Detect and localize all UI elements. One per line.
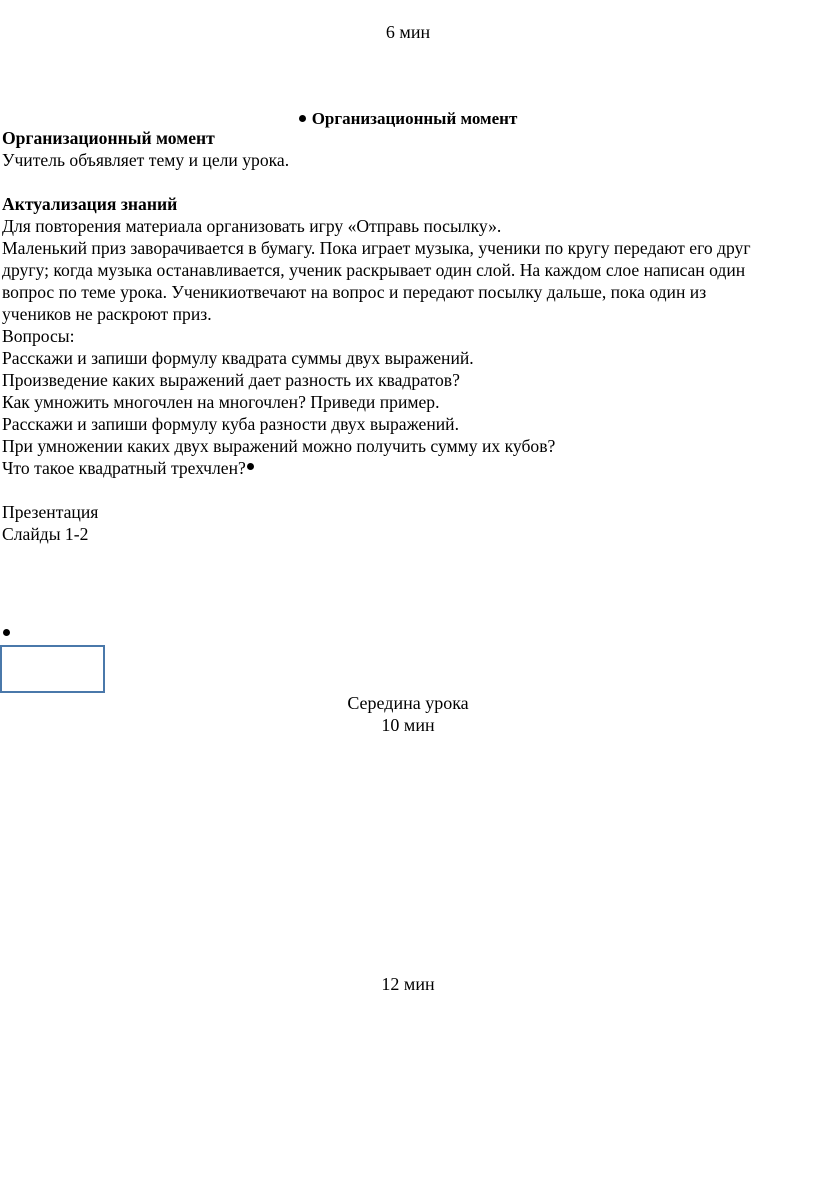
questions-label: Вопросы: — [2, 326, 75, 346]
actual-line: другу; когда музыка останавливается, ученик раскрывает один слой. На каждом слое написан один — [2, 260, 746, 280]
question-item: Расскажи и запиши формулу квадрата суммы двух выражений. — [2, 348, 474, 368]
actual-line: Для повторения материала организовать игру «Отправь посылку». — [2, 216, 502, 236]
empty-frame — [0, 645, 105, 693]
spacer — [2, 479, 814, 501]
presentation-label: Презентация — [2, 502, 99, 522]
org-title: Организационный момент — [2, 128, 215, 148]
top-time-label: 6 мин — [385, 22, 431, 42]
actual-line: учеников не раскроют приз. — [2, 304, 212, 324]
question-item-text: Что такое квадратный трехчлен? — [2, 458, 246, 478]
bullet-icon — [247, 463, 254, 470]
actual-line: Маленький приз заворачивается в бумагу. Пока играет музыка, ученики по кругу передают его друг — [2, 238, 751, 258]
middle-time: 10 мин — [381, 715, 435, 735]
org-text: Учитель объявляет тему и цели урока. — [2, 150, 290, 170]
question-item: Произведение каких выражений дает разность их квадратов? — [2, 370, 460, 390]
question-item-last — [2, 457, 814, 479]
section-heading-text: Организационный момент — [311, 109, 518, 128]
actual-title: Актуализация знаний — [2, 194, 178, 214]
lesson-body — [2, 127, 814, 545]
slides-label: Слайды 1-2 — [2, 524, 89, 544]
question-item: Как умножить многочлен на многочлен? Приведи пример. — [2, 392, 440, 412]
bullet-icon — [299, 115, 306, 122]
actual-line: вопрос по теме урока. Ученикиотвечают на вопрос и передают посылку дальше, пока один из — [2, 282, 707, 302]
bottom-time-label: 12 мин — [381, 974, 435, 994]
spacer — [2, 171, 814, 193]
middle-label: Середина урока — [347, 693, 469, 713]
question-item: При умножении каких двух выражений можно получить сумму их кубов? — [2, 436, 556, 456]
question-item: Расскажи и запиши формулу куба разности двух выражений. — [2, 414, 459, 434]
bullet-icon — [3, 629, 10, 636]
